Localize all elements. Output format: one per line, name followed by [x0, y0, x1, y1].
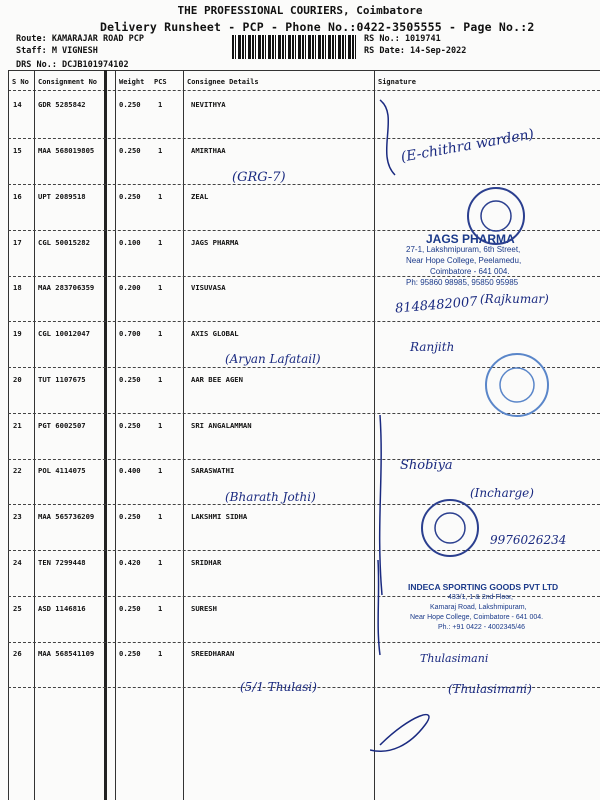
row-consignee: LAKSHMI SIDHA [191, 512, 248, 521]
handwritten-note: (Aryan Lafatail) [225, 352, 321, 366]
route-label: Route: KAMARAJAR ROAD PCP [16, 34, 144, 44]
staff-label: Staff: M VIGNESH [16, 46, 98, 56]
row-weight: 0.250 [119, 192, 141, 201]
row-sno: 22 [13, 466, 22, 475]
row-sno: 14 [13, 100, 22, 109]
col-line [115, 70, 116, 800]
stamp-address: Kamaraj Road, Lakshmipuram, [430, 604, 527, 611]
row-consignee: AMIRTHAA [191, 146, 226, 155]
row-consignment: MAA 283706359 [38, 283, 95, 292]
handwritten-note: (5/1 Thulasi) [240, 680, 317, 694]
signature-scribbles [370, 95, 600, 795]
col-line [8, 70, 9, 800]
rs-number: RS No.: 1019741 [364, 34, 441, 44]
stamp-address: 27-1, Lakshmipuram, 6th Street, [406, 245, 521, 254]
handwritten-name: (Rajkumar) [480, 292, 549, 306]
row-consignment: ASD 1146816 [38, 604, 86, 613]
row-pcs: 1 [158, 100, 163, 109]
row-consignee: SURESH [191, 604, 217, 613]
row-sno: 16 [13, 192, 22, 201]
row-consignee: SRI ANGALAMMAN [191, 421, 252, 430]
stamp-address: Near Hope College, Peelamedu, [406, 256, 522, 265]
runsheet-subtitle: Delivery Runsheet - PCP - Phone No.:0422-3505555 - Page No.:2 [100, 20, 535, 34]
row-sno: 18 [13, 283, 22, 292]
stamp-company-name: JAGS PHARMA [426, 232, 515, 246]
col-header-sno: S No [12, 78, 29, 86]
row-consignment: UPT 2089518 [38, 192, 86, 201]
handwritten-note: (Bharath Jothi) [225, 490, 316, 504]
row-consignee: ZEAL [191, 192, 209, 201]
table-top-border [8, 70, 600, 71]
row-sno: 17 [13, 238, 22, 247]
row-consignee: JAGS PHARMA [191, 238, 239, 247]
row-pcs: 1 [158, 238, 163, 247]
row-weight: 0.250 [119, 421, 141, 430]
row-pcs: 1 [158, 146, 163, 155]
row-consignment: TEN 7299448 [38, 558, 86, 567]
stamp-phone: Ph.: +91 0422 - 4002345/46 [438, 624, 525, 631]
drs-number: DRS No.: DCJB101974102 [16, 60, 129, 70]
stamp-address: 433/1, 1 & 2nd Floor, [448, 594, 513, 601]
row-pcs: 1 [158, 466, 163, 475]
row-sno: 15 [13, 146, 22, 155]
row-weight: 0.200 [119, 283, 141, 292]
row-consignee: NEVITHYA [191, 100, 226, 109]
row-consignment: MAA 568019805 [38, 146, 95, 155]
handwritten-signature: (E-chithra warden) [399, 126, 536, 166]
row-sno: 19 [13, 329, 22, 338]
row-consignment: CGL 50015282 [38, 238, 90, 247]
row-consignee: AAR BEE AGEN [191, 375, 243, 384]
row-weight: 0.400 [119, 466, 141, 475]
col-header-weight: Weight [119, 78, 145, 86]
handwritten-signature: Ranjith [410, 340, 455, 354]
col-line [34, 70, 35, 800]
row-pcs: 1 [158, 421, 163, 430]
row-consignee: VISUVASA [191, 283, 226, 292]
handwritten-role: (Incharge) [470, 486, 534, 500]
row-consignment: GDR 5285842 [38, 100, 86, 109]
col-line [183, 70, 184, 800]
stamp-address: Coimbatore - 641 004. [430, 267, 510, 276]
row-consignment: PGT 6002507 [38, 421, 86, 430]
row-pcs: 1 [158, 192, 163, 201]
row-consignee: SREEDHARAN [191, 649, 235, 658]
handwritten-note: (GRG-7) [232, 170, 286, 185]
barcode [232, 35, 356, 59]
row-pcs: 1 [158, 558, 163, 567]
handwritten-phone: 8148482007 [394, 294, 479, 317]
row-consignee: SARASWATHI [191, 466, 235, 475]
handwritten-phone: 9976026234 [490, 533, 567, 547]
row-weight: 0.250 [119, 604, 141, 613]
row-weight: 0.250 [119, 649, 141, 658]
row-sno: 24 [13, 558, 22, 567]
stamp-phone: Ph: 95860 98985, 95850 95985 [406, 278, 519, 287]
row-pcs: 1 [158, 283, 163, 292]
runsheet-title: THE PROFESSIONAL COURIERS, Coimbatore [177, 4, 423, 17]
row-consignment: MAA 565736209 [38, 512, 95, 521]
row-pcs: 1 [158, 604, 163, 613]
row-weight: 0.250 [119, 512, 141, 521]
col-header-signature: Signature [378, 78, 416, 86]
col-header-consignee: Consignee Details [187, 78, 259, 86]
col-header-consignment: Consignment No [38, 78, 98, 86]
row-pcs: 1 [158, 329, 163, 338]
rs-date: RS Date: 14-Sep-2022 [364, 46, 467, 56]
row-sno: 23 [13, 512, 22, 521]
row-weight: 0.700 [119, 329, 141, 338]
row-weight: 0.420 [119, 558, 141, 567]
row-consignment: POL 4114075 [38, 466, 86, 475]
row-sno: 21 [13, 421, 22, 430]
row-weight: 0.250 [119, 375, 141, 384]
handwritten-signature: Thulasimani [420, 652, 489, 665]
header-divider [8, 90, 600, 91]
row-consignee: AXIS GLOBAL [191, 329, 239, 338]
col-header-pcs: PCS [154, 78, 167, 86]
row-weight: 0.100 [119, 238, 141, 247]
row-sno: 25 [13, 604, 22, 613]
row-consignment: CGL 10012047 [38, 329, 90, 338]
row-weight: 0.250 [119, 146, 141, 155]
handwritten-name: (Thulasimani) [448, 682, 532, 696]
row-consignment: TUT 1107675 [38, 375, 86, 384]
row-pcs: 1 [158, 649, 163, 658]
row-pcs: 1 [158, 375, 163, 384]
row-pcs: 1 [158, 512, 163, 521]
row-sno: 20 [13, 375, 22, 384]
stamp-company-name: INDECA SPORTING GOODS PVT LTD [408, 582, 559, 592]
row-sno: 26 [13, 649, 22, 658]
row-weight: 0.250 [119, 100, 141, 109]
stamp-address: Near Hope College, Coimbatore - 641 004. [410, 614, 544, 621]
handwritten-signature: Shobiya [400, 458, 453, 473]
row-consignment: MAA 568541109 [38, 649, 95, 658]
row-consignee: SRIDHAR [191, 558, 222, 567]
col-line-thick [104, 70, 107, 800]
